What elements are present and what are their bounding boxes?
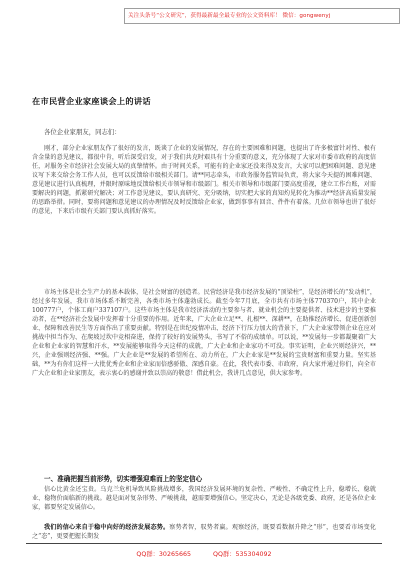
promo-banner-text: 关注头条号“公文研究”，获得最新最全最专业的公文资料库！ 微信：gongwenyj: [128, 13, 331, 19]
document-title: 在市民营企业家座谈会上的讲话: [32, 96, 151, 106]
footer-qq-group-2: QQ群：535304092: [213, 551, 272, 558]
paragraph-3: 信心比黄金还宝贵。乌克兰危机导致风险挑战增多，我国经济发展环境的复杂性、严峻性、不确定性上升，稳增长、稳就业、稳物价面临新的挑战。越是面对复杂形势、严峻挑战，越需要增强信心。坚定决心，无论是各级党委、政府，还是各位企业家，都要坚定发展信心。: [32, 486, 376, 511]
paragraph-2: 市场主体是社会生产力的基本载体，是社会财富的创造者。民营经济是我市经济发展的“顶梁柱”，是经济增长的“发动机”，经过多年发展，我市市场体系不断完善，各类市场主体蓬勃成长。截至今年7月底，全市共有市场主体770370户，其中企业100777户，个体工商户337107户。这些市场主体是我市经济活动的主要参与者、就业机会的主要提供者、技术进步的主要推动者，在**经济社会发展中发挥着十分重要的作用。近年来，广大企业立足**、扎根**、深耕**，在助推经济增长、促进创新创业、保障和改善民生等方面作出了重要贡献。特别是在世纪疫情冲击、经济下行压力加大的背景下，广大企业家带领企业在应对挑战中担当作为、在爬坡过坎中竞相奋进，保持了较好的发展势头，书写了不俗的成绩单。可以说，**发展每一步都凝聚着广大企业和企业家的智慧和汗水，**发展能够取得今天这样的成就，广大企业和企业家功不可没。事实证明，企业兴则经济兴，**兴，企业强则经济强、**强。广大企业是**发展的希望所在、动力所在，广大企业家是**发展的宝贵财富和重要力量。坚实基础，**为有你们这样一大批优秀企业和企业家而倍感骄傲、深感自豪。在此，我代表市委、市政府，向大家并通过你们，向全市广大企业和企业家朋友，表示衷心的感谢并致以崇高的敬意！借此机会，我讲几点意见，供大家参考。: [32, 289, 376, 377]
paragraph-4: [32, 523, 376, 543]
section-heading-1: 一、准确把握当前形势，切实增强迎难而上的坚定信心: [44, 475, 203, 483]
greeting: 各位企业家朋友，同志们：: [44, 128, 121, 136]
paragraph-1: 刚才，部分企业家朋友作了很好的发言，既谈了企业的发展情况，存在的主要困难和问题，也提出了许多极富针对性、极有含金量的意见建议，都很中肯，听后深受启发，对于我们共克时艰具有十分重要的意义，充分体现了大家对市委市政府的高度信任，对服务全市经济社会发展大局的真挚情怀。由于时间关系，可能有的企业家还没来得及发言，大家可以把困难问题、意见建议写下来交给会务工作人员，也可以反馈给市级相关部门。请**同志牵头，市政务服务监管局负责，将大家今天提的困难问题、意见建议进行认真梳理，并限时原味地反馈给相关市领导和市级部门。相关市领导和市级部门要高度重视，建立工作台账，对需要解决的问题，抓紧研究解决；对工作意见建议，要认真研究、充分吸纳，切实把大家的真知灼见转化为推动**经济高质量发展的思路举措。同时，要将问题和意见建议的办理情况及时反馈给企业家，做到事事有回音、件件有着落。几位市领导也讲了很好的意见，下来后市级有关部门要认真抓好落实。: [32, 145, 376, 215]
promo-banner: [124, 8, 400, 24]
paragraph-4-rest: 察势者智，驭势者赢。观察经济，既要看数据升降之“形”，也要看市场变化之“态”，更要把握长期发: [32, 524, 376, 540]
footer: [0, 549, 408, 558]
paragraph-4-lead: 我们的信心来自于稳中向好的经济发展态势。: [44, 524, 170, 531]
footer-qq-group-1: QQ群：30265665: [136, 551, 191, 558]
footer-divider: [26, 543, 382, 544]
